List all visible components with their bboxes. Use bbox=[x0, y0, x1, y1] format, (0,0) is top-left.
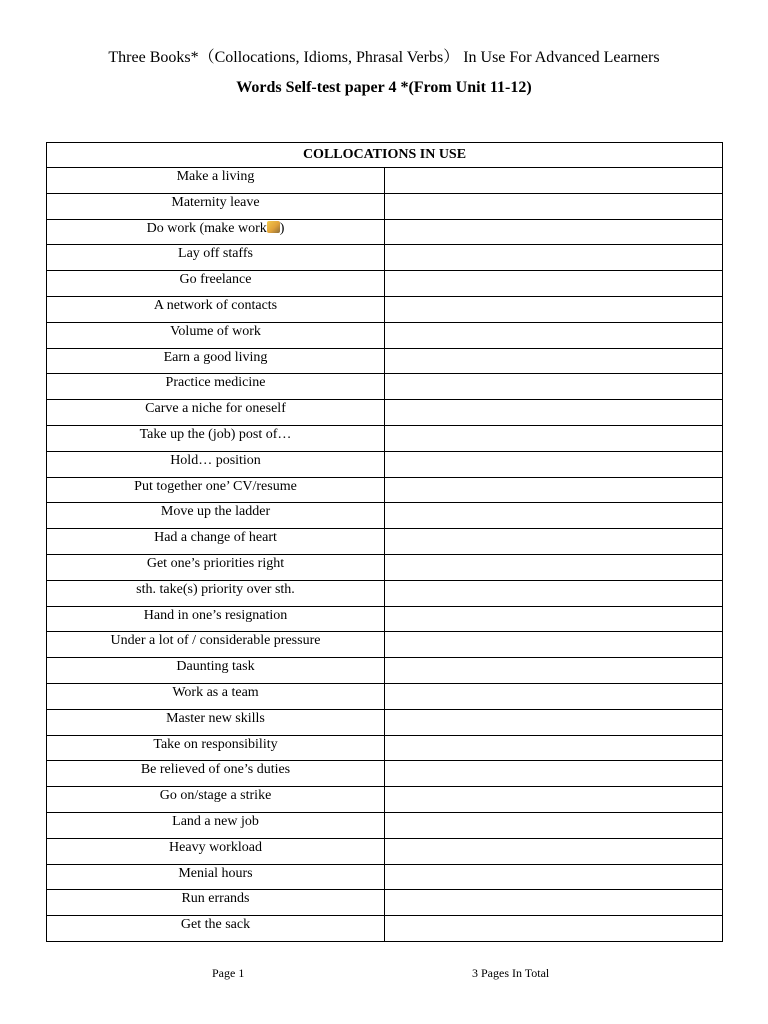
document-subtitle: Words Self-test paper 4 *(From Unit 11-12) bbox=[236, 79, 532, 96]
document-title: Three Books*（Collocations, Idioms, Phrasal Verbs） In Use For Advanced Learners bbox=[108, 49, 660, 66]
table-row bbox=[47, 477, 723, 503]
answer-cell[interactable] bbox=[385, 425, 723, 451]
table-row bbox=[47, 296, 723, 322]
term-cell: Maternity leave bbox=[47, 193, 385, 219]
table-row bbox=[47, 425, 723, 451]
table-row bbox=[47, 271, 723, 297]
table-row bbox=[47, 580, 723, 606]
term-text: Do work (make work bbox=[146, 220, 267, 236]
table-row bbox=[47, 709, 723, 735]
answer-cell[interactable] bbox=[385, 451, 723, 477]
answer-cell[interactable] bbox=[385, 271, 723, 297]
term-cell: Practice medicine bbox=[47, 374, 385, 400]
term-cell: Had a change of heart bbox=[47, 529, 385, 555]
table-row bbox=[47, 812, 723, 838]
term-cell: Put together one’ CV/resume bbox=[47, 477, 385, 503]
answer-cell[interactable] bbox=[385, 606, 723, 632]
answer-cell[interactable] bbox=[385, 322, 723, 348]
table-row bbox=[47, 503, 723, 529]
term-cell: Take up the (job) post of… bbox=[47, 425, 385, 451]
term-cell: Go freelance bbox=[47, 271, 385, 297]
page-total: 3 Pages In Total bbox=[472, 966, 550, 980]
answer-cell[interactable] bbox=[385, 374, 723, 400]
table-row bbox=[47, 245, 723, 271]
answer-cell[interactable] bbox=[385, 709, 723, 735]
term-cell: Run errands bbox=[47, 890, 385, 916]
answer-cell[interactable] bbox=[385, 348, 723, 374]
term-cell: Be relieved of one’s duties bbox=[47, 761, 385, 787]
answer-cell[interactable] bbox=[385, 838, 723, 864]
answer-cell[interactable] bbox=[385, 529, 723, 555]
table-row bbox=[47, 451, 723, 477]
table-row bbox=[47, 219, 723, 245]
table-row bbox=[47, 735, 723, 761]
answer-cell[interactable] bbox=[385, 632, 723, 658]
answer-cell[interactable] bbox=[385, 787, 723, 813]
table-row bbox=[47, 554, 723, 580]
answer-cell[interactable] bbox=[385, 735, 723, 761]
page-number: Page 1 bbox=[212, 966, 245, 980]
answer-cell[interactable] bbox=[385, 296, 723, 322]
term-cell: Land a new job bbox=[47, 812, 385, 838]
term-cell: Volume of work bbox=[47, 322, 385, 348]
table-heading: COLLOCATIONS IN USE bbox=[47, 143, 723, 168]
table-row bbox=[47, 864, 723, 890]
table-row bbox=[47, 374, 723, 400]
answer-cell[interactable] bbox=[385, 477, 723, 503]
table-row bbox=[47, 632, 723, 658]
answer-cell[interactable] bbox=[385, 168, 723, 194]
term-cell: Make a living bbox=[47, 168, 385, 194]
answer-cell[interactable] bbox=[385, 503, 723, 529]
answer-cell[interactable] bbox=[385, 683, 723, 709]
answer-cell[interactable] bbox=[385, 916, 723, 942]
answer-cell[interactable] bbox=[385, 890, 723, 916]
term-cell: Work as a team bbox=[47, 683, 385, 709]
answer-cell[interactable] bbox=[385, 658, 723, 684]
table-row bbox=[47, 322, 723, 348]
table-row bbox=[47, 348, 723, 374]
term-cell: A network of contacts bbox=[47, 296, 385, 322]
table-row bbox=[47, 683, 723, 709]
answer-cell[interactable] bbox=[385, 245, 723, 271]
work-icon bbox=[267, 221, 280, 233]
term-cell: Lay off staffs bbox=[47, 245, 385, 271]
table-row bbox=[47, 168, 723, 194]
term-cell: Menial hours bbox=[47, 864, 385, 890]
table-row bbox=[47, 400, 723, 426]
table-row bbox=[47, 193, 723, 219]
table-row bbox=[47, 606, 723, 632]
term-cell: Move up the ladder bbox=[47, 503, 385, 529]
answer-cell[interactable] bbox=[385, 761, 723, 787]
answer-cell[interactable] bbox=[385, 812, 723, 838]
table-row bbox=[47, 838, 723, 864]
answer-cell[interactable] bbox=[385, 193, 723, 219]
collocations-table bbox=[46, 142, 723, 942]
term-cell: Master new skills bbox=[47, 709, 385, 735]
table-row bbox=[47, 761, 723, 787]
answer-cell[interactable] bbox=[385, 554, 723, 580]
term-cell: sth. take(s) priority over sth. bbox=[47, 580, 385, 606]
term-cell: Hold… position bbox=[47, 451, 385, 477]
table-row bbox=[47, 916, 723, 942]
term-cell: Go on/stage a strike bbox=[47, 787, 385, 813]
term-cell bbox=[47, 219, 385, 245]
term-suffix: ) bbox=[279, 220, 285, 236]
table-row bbox=[47, 787, 723, 813]
answer-cell[interactable] bbox=[385, 219, 723, 245]
term-cell: Get one’s priorities right bbox=[47, 554, 385, 580]
answer-cell[interactable] bbox=[385, 864, 723, 890]
term-cell: Heavy workload bbox=[47, 838, 385, 864]
answer-cell[interactable] bbox=[385, 580, 723, 606]
table-row bbox=[47, 658, 723, 684]
term-cell: Take on responsibility bbox=[47, 735, 385, 761]
term-cell: Under a lot of / considerable pressure bbox=[47, 632, 385, 658]
term-cell: Get the sack bbox=[47, 916, 385, 942]
term-cell: Daunting task bbox=[47, 658, 385, 684]
table-row bbox=[47, 890, 723, 916]
term-cell: Earn a good living bbox=[47, 348, 385, 374]
table-row bbox=[47, 529, 723, 555]
term-cell: Carve a niche for oneself bbox=[47, 400, 385, 426]
answer-cell[interactable] bbox=[385, 400, 723, 426]
term-cell: Hand in one’s resignation bbox=[47, 606, 385, 632]
